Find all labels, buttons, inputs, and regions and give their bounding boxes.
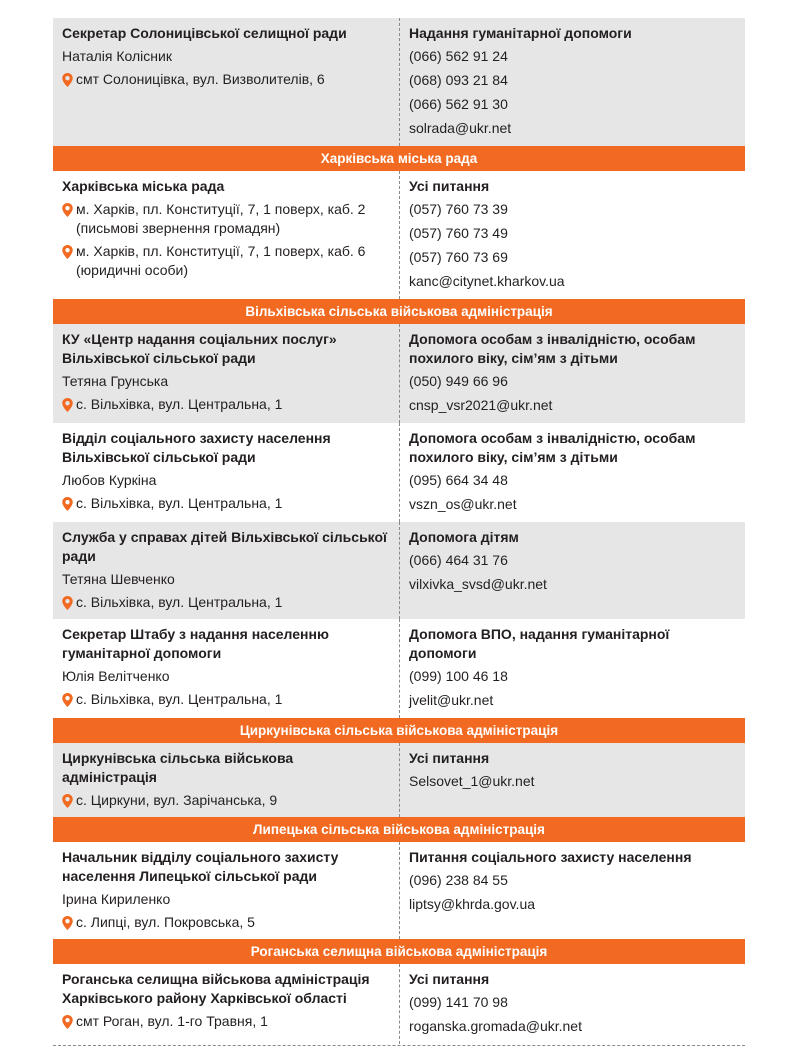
section-header: Харківська міська рада [53,146,745,171]
entry-left-column [53,619,399,718]
phone-link[interactable]: (066) 562 91 30 [409,96,508,112]
location-pin-icon [62,203,73,217]
address-text: м. Харків, пл. Конституції, 7, 1 поверх, каб. 6 (юридичні особи) [76,243,366,278]
entry-left-column [53,423,399,522]
address [62,395,391,414]
topic: Надання гуманітарної допомоги [409,25,632,41]
location-pin-icon [62,497,73,511]
location-pin-icon [62,596,73,610]
address [62,494,391,513]
phone-link[interactable]: (066) 464 31 76 [409,552,508,568]
email-link[interactable]: Selsovet_1@ukr.net [409,773,535,789]
address-text: с. Циркуни, вул. Зарічанська, 9 [76,792,278,808]
org-name: Відділ соціального захисту населення Вільхівської сільської ради [62,430,331,465]
email-link[interactable]: vszn_os@ukr.net [409,496,517,512]
email-link[interactable]: roganska.gromada@ukr.net [409,1018,582,1034]
entry-left-column [53,743,399,817]
location-pin-icon [62,916,73,930]
address-text: с. Липці, вул. Покровська, 5 [76,914,255,930]
section-header: Липецька сільська військова адміністрація [53,817,745,842]
entry-social-protection-dept [53,423,745,522]
contact-person: Наталія Колісник [62,48,172,64]
org-name: Харківська міська рада [62,178,225,194]
entry-right-column [399,743,745,817]
address [62,200,391,238]
entry-right-column [399,842,745,939]
address-text: смт Роган, вул. 1-го Травня, 1 [76,1013,268,1029]
phone-link[interactable]: (066) 562 91 24 [409,48,508,64]
contact-person: Тетяна Грунська [62,373,169,389]
entry-left-column [53,964,399,1044]
email-link[interactable]: solrada@ukr.net [409,120,512,136]
org-name: Секретар Солоницівської селищної ради [62,25,347,41]
entry-right-column [399,18,745,146]
location-pin-icon [62,398,73,412]
topic: Питання соціального захисту населення [409,849,692,865]
phone-link[interactable]: (099) 141 70 98 [409,994,508,1010]
phone-link[interactable]: (057) 760 73 49 [409,225,508,241]
email-link[interactable]: vilxivka_svsd@ukr.net [409,576,547,592]
org-name: Циркунівська сільська військова адміністрація [62,750,294,785]
contact-person: Тетяна Шевченко [62,571,175,587]
entry-left-column [53,522,399,619]
email-link[interactable]: kanc@citynet.kharkov.ua [409,273,565,289]
entry-left-column [53,171,399,299]
entry-humanitarian-hq-secretary [53,619,745,718]
contact-person: Юлія Велітченко [62,668,170,684]
section-header: Роганська селищна військова адміністрація [53,939,745,964]
topic: Допомога особам з інвалідністю, особам похилого віку, сім’ям з дітьми [409,331,696,366]
phone-link[interactable]: (096) 238 84 55 [409,872,508,888]
entry-right-column [399,324,745,423]
topic: Усі питання [409,971,490,987]
org-name: Начальник відділу соціального захисту населення Липецької сільської ради [62,849,339,884]
address [62,242,391,280]
entry-right-column [399,423,745,522]
contact-person: Любов Куркіна [62,472,157,488]
address-text: с. Вільхівка, вул. Центральна, 1 [76,396,283,412]
address-text: смт Солоницівка, вул. Визволителів, 6 [76,71,325,87]
phone-link[interactable]: (095) 664 34 48 [409,472,508,488]
phone-link[interactable]: (050) 949 66 96 [409,373,508,389]
org-name: Служба у справах дітей Вільхівської сільської ради [62,529,387,564]
topic: Допомога ВПО, надання гуманітарної допомоги [409,626,670,661]
phone-link[interactable]: (057) 760 73 39 [409,201,508,217]
entry-rohan-administration [53,964,745,1044]
phone-link[interactable]: (068) 093 21 84 [409,72,508,88]
entry-left-column [53,18,399,146]
org-name: Секретар Штабу з надання населенню гуманітарної допомоги [62,626,329,661]
directory-table [53,18,745,1046]
entry-liptsi-social-protection [53,842,745,939]
location-pin-icon [62,1015,73,1029]
address-text: с. Вільхівка, вул. Центральна, 1 [76,691,283,707]
org-name: КУ «Центр надання соціальних послуг» Вільхівської сільської ради [62,331,337,366]
address [62,913,391,932]
address-text: с. Вільхівка, вул. Центральна, 1 [76,495,283,511]
entry-social-services-center [53,324,745,423]
topic: Усі питання [409,178,490,194]
section-header: Вільхівська сільська військова адміністрація [53,299,745,324]
org-name: Роганська селищна військова адміністрація Харківського району Харківської області [62,971,370,1006]
entry-right-column [399,522,745,619]
entry-right-column [399,171,745,299]
location-pin-icon [62,794,73,808]
topic: Допомога особам з інвалідністю, особам похилого віку, сім’ям з дітьми [409,430,696,465]
address [62,1012,391,1031]
topic: Допомога дітям [409,529,519,545]
phone-link[interactable]: (057) 760 73 69 [409,249,508,265]
location-pin-icon [62,245,73,259]
entry-left-column [53,324,399,423]
location-pin-icon [62,73,73,87]
entry-right-column [399,964,745,1044]
address [62,593,391,612]
entry-right-column [399,619,745,718]
entry-solonytsivka [53,18,745,146]
address [62,70,391,89]
address [62,791,391,810]
entry-childrens-service [53,522,745,619]
email-link[interactable]: liptsy@khrda.gov.ua [409,896,536,912]
entry-kharkiv-city-council [53,171,745,299]
entry-left-column [53,842,399,939]
section-header: Циркунівська сільська військова адміністрація [53,718,745,743]
phone-link[interactable]: (099) 100 46 18 [409,668,508,684]
topic: Усі питання [409,750,490,766]
address-text: м. Харків, пл. Конституції, 7, 1 поверх, каб. 2 (письмові звернення громадян) [76,201,366,236]
address [62,690,391,709]
contact-person: Ірина Кириленко [62,891,171,907]
location-pin-icon [62,693,73,707]
address-text: с. Вільхівка, вул. Центральна, 1 [76,594,283,610]
email-link[interactable]: cnsp_vsr2021@ukr.net [409,397,553,413]
email-link[interactable]: jvelit@ukr.net [409,692,494,708]
entry-tsyrkuny-administration [53,743,745,817]
